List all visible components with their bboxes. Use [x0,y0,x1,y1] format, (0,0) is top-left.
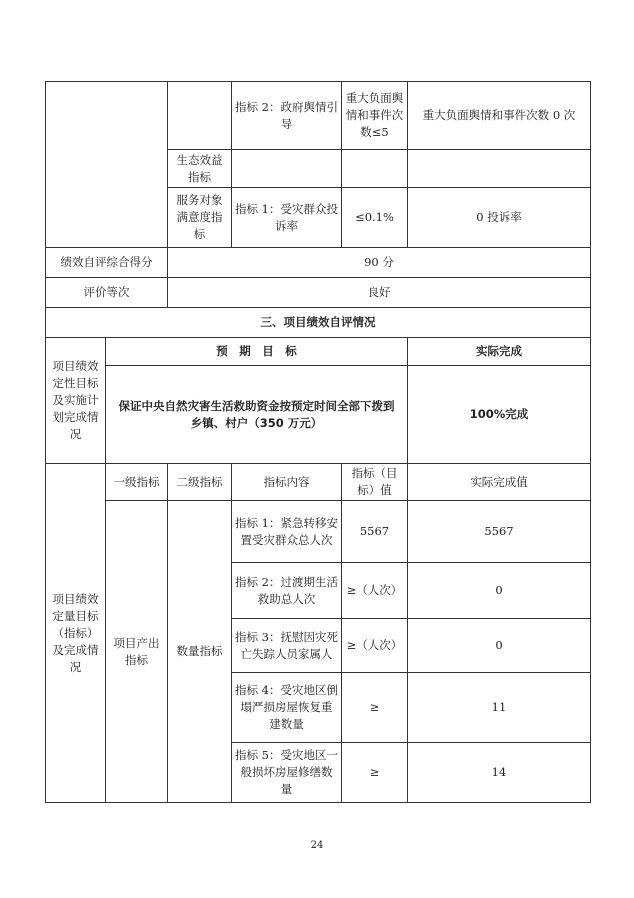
indicator-actual: 0 投诉率 [408,188,591,248]
quantitative-label: 项目绩效定量目标（指标）及完成情况 [46,464,106,803]
score-value: 90 分 [168,248,591,278]
blank-cell [408,150,591,188]
indicator-target: ≥ [342,673,408,743]
indicator-content: 指标 2：政府舆情引导 [232,82,342,150]
indicator-actual: 5567 [408,501,591,563]
table-row [46,248,591,278]
indicator-target: 5567 [342,501,408,563]
evaluation-sheet [45,81,590,803]
indicator-target: ≥（人次） [342,619,408,673]
indicator-target: 重大负面舆情和事件次数≤5 [342,82,408,150]
indicator-actual: 11 [408,673,591,743]
indicator-actual: 重大负面舆情和事件次数 0 次 [408,82,591,150]
blank-cell [46,82,168,248]
blank-cell [342,150,408,188]
indicator-content: 指标 5：受灾地区一般损坏房屋修缮数量 [232,743,342,803]
indicator-actual: 0 [408,563,591,619]
header-level2: 二级指标 [168,464,232,501]
indicator-content: 指标 2：过渡期生活救助总人次 [232,563,342,619]
indicator-actual: 0 [408,619,591,673]
header-target: 指标（目标）值 [342,464,408,501]
grade-value: 良好 [168,278,591,308]
indicator-content: 指标 1：紧急转移安置受灾群众总人次 [232,501,342,563]
qualitative-label: 项目绩效定性目标及实施计划完成情况 [46,338,106,464]
expected-goal-text: 保证中央自然灾害生活救助资金按预定时间全部下拨到乡镇、村户（350 万元） [106,366,408,464]
evaluation-table [45,81,591,803]
table-row [46,82,591,150]
header-level1: 一级指标 [106,464,168,501]
blank-cell [232,150,342,188]
grade-label: 评价等次 [46,278,168,308]
score-label: 绩效自评综合得分 [46,248,168,278]
table-row [46,278,591,308]
ecology-indicator-label: 生态效益指标 [168,150,232,188]
indicator-target: ≥ [342,743,408,803]
table-row [46,308,591,338]
indicator-content: 指标 3：抚慰因灾死亡失踪人员家属人 [232,619,342,673]
actual-completion-header: 实际完成 [408,338,591,366]
table-row [46,338,591,366]
table-row [46,501,591,563]
level1-indicator: 项目产出指标 [106,501,168,803]
expected-goal-header: 预 期 目 标 [106,338,408,366]
blank-cell [168,82,232,150]
table-row [46,366,591,464]
indicator-target: ≤0.1% [342,188,408,248]
header-content: 指标内容 [232,464,342,501]
table-row [46,464,591,501]
indicator-target: ≥（人次） [342,563,408,619]
indicator-content: 指标 1：受灾群众投诉率 [232,188,342,248]
actual-completion-text: 100%完成 [408,366,591,464]
satisfaction-indicator-label: 服务对象满意度指标 [168,188,232,248]
header-actual: 实际完成值 [408,464,591,501]
indicator-content: 指标 4：受灾地区倒塌严损房屋恢复重建数量 [232,673,342,743]
section-title: 三、项目绩效自评情况 [46,308,591,338]
page-number: 24 [310,840,324,851]
level2-indicator: 数量指标 [168,501,232,803]
indicator-actual: 14 [408,743,591,803]
